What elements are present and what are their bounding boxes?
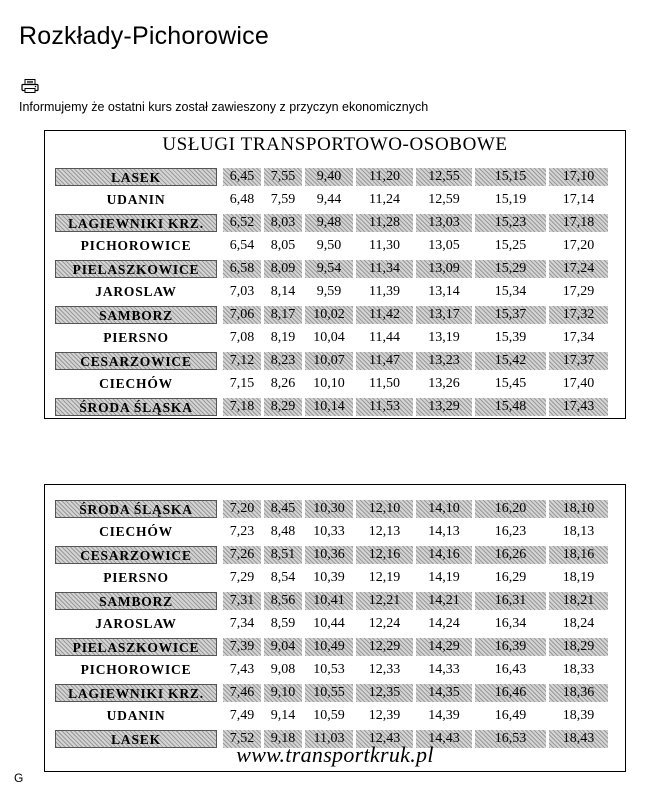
- departure-time: 11,28: [356, 214, 413, 232]
- departure-time: 10,59: [313, 707, 345, 723]
- departure-time: 17,32: [549, 306, 608, 324]
- departure-time: 7,29: [229, 569, 255, 585]
- table-row: [55, 165, 627, 188]
- departure-time: 16,46: [475, 684, 546, 702]
- departure-time: 15,25: [494, 237, 527, 253]
- departure-time: 11,42: [356, 306, 413, 324]
- departure-time: 9,48: [305, 214, 353, 232]
- departure-time: 10,30: [305, 500, 353, 518]
- stop-name: SAMBORZ: [55, 306, 217, 324]
- departure-time: 8,45: [264, 500, 302, 518]
- departure-time: 13,26: [428, 375, 460, 391]
- table-row: [55, 395, 627, 418]
- table-row: [55, 658, 627, 681]
- departure-time: 7,59: [270, 191, 296, 207]
- stop-name: ŚRODA ŚLĄSKA: [55, 398, 217, 416]
- departure-time: 8,54: [270, 569, 296, 585]
- departure-time: 15,42: [475, 352, 546, 370]
- departure-time: 11,03: [305, 730, 353, 748]
- stop-name: SAMBORZ: [55, 592, 217, 610]
- table-row: [55, 635, 627, 658]
- departure-time: 16,20: [475, 500, 546, 518]
- departure-time: 10,10: [313, 375, 345, 391]
- table-row: [55, 704, 627, 727]
- departure-time: 17,18: [549, 214, 608, 232]
- departure-time: 7,39: [223, 638, 261, 656]
- departure-time: 14,24: [428, 615, 460, 631]
- table-row: [55, 612, 627, 635]
- table-row: [55, 566, 627, 589]
- departure-time: 11,20: [356, 168, 413, 186]
- stop-name: CIECHÓW: [99, 375, 173, 391]
- departure-time: 7,46: [223, 684, 261, 702]
- departure-time: 7,43: [229, 661, 255, 677]
- departure-time: 17,34: [562, 329, 595, 345]
- departure-time: 17,24: [549, 260, 608, 278]
- departure-time: 10,14: [305, 398, 353, 416]
- departure-time: 17,40: [562, 375, 595, 391]
- departure-time: 18,24: [562, 615, 595, 631]
- departure-time: 14,19: [428, 569, 460, 585]
- departure-time: 8,09: [264, 260, 302, 278]
- departure-time: 9,14: [270, 707, 296, 723]
- departure-time: 9,50: [316, 237, 342, 253]
- departure-time: 8,03: [264, 214, 302, 232]
- departure-time: 18,36: [549, 684, 608, 702]
- departure-time: 15,19: [494, 191, 527, 207]
- departure-time: 8,23: [264, 352, 302, 370]
- stop-name: JAROSLAW: [95, 615, 177, 631]
- departure-time: 7,49: [229, 707, 255, 723]
- table-row: [55, 372, 627, 395]
- departure-time: 7,52: [223, 730, 261, 748]
- departure-time: 16,53: [475, 730, 546, 748]
- departure-time: 9,59: [316, 283, 342, 299]
- stop-name: PICHOROWICE: [80, 661, 192, 677]
- departure-time: 16,34: [494, 615, 527, 631]
- departure-time: 12,24: [368, 615, 401, 631]
- departure-time: 7,12: [223, 352, 261, 370]
- stop-name: CIECHÓW: [99, 523, 173, 539]
- table-row: [55, 681, 627, 704]
- table-row: [55, 326, 627, 349]
- departure-time: 13,17: [416, 306, 472, 324]
- departure-time: 6,52: [223, 214, 261, 232]
- departure-time: 18,21: [549, 592, 608, 610]
- departure-time: 18,16: [549, 546, 608, 564]
- departure-time: 15,48: [475, 398, 546, 416]
- departure-time: 12,29: [356, 638, 413, 656]
- departure-time: 17,29: [562, 283, 595, 299]
- departure-time: 14,29: [416, 638, 472, 656]
- departure-time: 11,50: [369, 375, 400, 391]
- timetable-return: [44, 484, 626, 772]
- page-title: Rozkłady-Pichorowice: [19, 22, 269, 50]
- departure-time: 8,26: [270, 375, 296, 391]
- stop-name: LAGIEWNIKI KRZ.: [55, 684, 217, 702]
- departure-time: 17,43: [549, 398, 608, 416]
- departure-time: 16,23: [494, 523, 527, 539]
- departure-time: 14,39: [428, 707, 460, 723]
- departure-time: 8,19: [270, 329, 296, 345]
- departure-time: 10,44: [313, 615, 345, 631]
- departure-time: 7,06: [223, 306, 261, 324]
- timetable-rows: [55, 165, 627, 418]
- departure-time: 7,23: [229, 523, 255, 539]
- departure-time: 12,10: [356, 500, 413, 518]
- stop-name: CESARZOWICE: [55, 546, 217, 564]
- departure-time: 12,55: [416, 168, 472, 186]
- departure-time: 12,16: [356, 546, 413, 564]
- departure-time: 11,47: [356, 352, 413, 370]
- departure-time: 7,26: [223, 546, 261, 564]
- departure-time: 15,29: [475, 260, 546, 278]
- departure-time: 14,16: [416, 546, 472, 564]
- departure-time: 7,03: [229, 283, 255, 299]
- departure-time: 10,33: [313, 523, 345, 539]
- departure-time: 7,31: [223, 592, 261, 610]
- departure-time: 9,44: [316, 191, 342, 207]
- table-row: [55, 543, 627, 566]
- stop-name: CESARZOWICE: [55, 352, 217, 370]
- departure-time: 13,19: [428, 329, 460, 345]
- stop-name: LASEK: [55, 730, 217, 748]
- departure-time: 14,13: [428, 523, 460, 539]
- departure-time: 16,43: [494, 661, 527, 677]
- departure-time: 8,59: [270, 615, 296, 631]
- departure-time: 16,29: [494, 569, 527, 585]
- departure-time: 7,18: [223, 398, 261, 416]
- departure-time: 8,14: [270, 283, 296, 299]
- stop-name: PIELASZKOWICE: [55, 260, 217, 278]
- departure-time: 12,35: [356, 684, 413, 702]
- departure-time: 10,04: [313, 329, 345, 345]
- stop-name: JAROSLAW: [95, 283, 177, 299]
- departure-time: 7,08: [229, 329, 255, 345]
- departure-time: 13,05: [428, 237, 460, 253]
- departure-time: 12,21: [356, 592, 413, 610]
- timetable-rows: [55, 497, 627, 750]
- table-row: [55, 257, 627, 280]
- departure-time: 6,48: [229, 191, 255, 207]
- departure-time: 12,33: [368, 661, 401, 677]
- table-row: [55, 188, 627, 211]
- stop-name: LASEK: [55, 168, 217, 186]
- timetable-outbound: [44, 130, 626, 419]
- departure-time: 9,10: [264, 684, 302, 702]
- departure-time: 17,37: [549, 352, 608, 370]
- stop-name: PIERSNO: [103, 569, 169, 585]
- departure-time: 15,15: [475, 168, 546, 186]
- departure-time: 14,43: [416, 730, 472, 748]
- table-row: [55, 520, 627, 543]
- stop-name: PIELASZKOWICE: [55, 638, 217, 656]
- departure-time: 7,15: [229, 375, 255, 391]
- departure-time: 14,21: [416, 592, 472, 610]
- departure-time: 16,31: [475, 592, 546, 610]
- departure-time: 6,45: [223, 168, 261, 186]
- departure-time: 8,17: [264, 306, 302, 324]
- departure-time: 14,10: [416, 500, 472, 518]
- departure-time: 14,33: [428, 661, 460, 677]
- departure-time: 11,53: [356, 398, 413, 416]
- departure-time: 12,13: [368, 523, 401, 539]
- departure-time: 18,13: [562, 523, 595, 539]
- departure-time: 7,34: [229, 615, 255, 631]
- departure-time: 12,43: [356, 730, 413, 748]
- departure-time: 13,09: [416, 260, 472, 278]
- departure-time: 11,39: [369, 283, 400, 299]
- departure-time: 9,40: [305, 168, 353, 186]
- departure-time: 12,19: [368, 569, 401, 585]
- table-row: [55, 234, 627, 257]
- departure-time: 12,59: [428, 191, 460, 207]
- departure-time: 11,34: [356, 260, 413, 278]
- stop-name: UDANIN: [106, 707, 166, 723]
- departure-time: 10,41: [305, 592, 353, 610]
- stop-name: PIERSNO: [103, 329, 169, 345]
- departure-time: 16,49: [494, 707, 527, 723]
- departure-time: 9,08: [270, 661, 296, 677]
- table-row: [55, 497, 627, 520]
- departure-time: 10,02: [305, 306, 353, 324]
- departure-time: 17,20: [562, 237, 595, 253]
- departure-time: 10,07: [305, 352, 353, 370]
- departure-time: 8,29: [264, 398, 302, 416]
- table-row: [55, 280, 627, 303]
- departure-time: 18,29: [549, 638, 608, 656]
- departure-time: 10,53: [313, 661, 345, 677]
- departure-time: 9,04: [264, 638, 302, 656]
- departure-time: 8,51: [264, 546, 302, 564]
- departure-time: 17,10: [549, 168, 608, 186]
- departure-time: 7,55: [264, 168, 302, 186]
- departure-time: 16,26: [475, 546, 546, 564]
- departure-time: 18,39: [562, 707, 595, 723]
- departure-time: 8,05: [270, 237, 296, 253]
- departure-time: 11,30: [369, 237, 400, 253]
- departure-time: 6,58: [223, 260, 261, 278]
- departure-time: 9,18: [264, 730, 302, 748]
- departure-time: 18,19: [562, 569, 595, 585]
- footer-letter: G: [14, 771, 24, 785]
- stop-name: PICHOROWICE: [80, 237, 192, 253]
- table-row: [55, 589, 627, 612]
- departure-time: 18,33: [562, 661, 595, 677]
- departure-time: 10,36: [305, 546, 353, 564]
- table-row: [55, 303, 627, 326]
- table-row: [55, 349, 627, 372]
- departure-time: 15,39: [494, 329, 527, 345]
- departure-time: 15,37: [475, 306, 546, 324]
- stop-name: UDANIN: [106, 191, 166, 207]
- departure-time: 17,14: [562, 191, 595, 207]
- stop-name: ŚRODA ŚLĄSKA: [55, 500, 217, 518]
- departure-time: 16,39: [475, 638, 546, 656]
- departure-time: 8,48: [270, 523, 296, 539]
- departure-time: 9,54: [305, 260, 353, 278]
- printer-icon[interactable]: [21, 79, 39, 93]
- timetable-heading: USŁUGI TRANSPORTOWO-OSOBOWE: [162, 134, 508, 155]
- departure-time: 18,43: [549, 730, 608, 748]
- departure-time: 8,56: [264, 592, 302, 610]
- departure-time: 15,45: [494, 375, 527, 391]
- departure-time: 13,14: [428, 283, 460, 299]
- departure-time: 10,49: [305, 638, 353, 656]
- departure-time: 10,39: [313, 569, 345, 585]
- departure-time: 7,20: [223, 500, 261, 518]
- departure-time: 13,29: [416, 398, 472, 416]
- departure-time: 15,34: [494, 283, 527, 299]
- table-row: [55, 211, 627, 234]
- departure-time: 18,10: [549, 500, 608, 518]
- departure-time: 13,23: [416, 352, 472, 370]
- departure-time: 6,54: [229, 237, 255, 253]
- departure-time: 14,35: [416, 684, 472, 702]
- departure-time: 15,23: [475, 214, 546, 232]
- stop-name: LAGIEWNIKI KRZ.: [55, 214, 217, 232]
- departure-time: 12,39: [368, 707, 401, 723]
- departure-time: 13,03: [416, 214, 472, 232]
- notice-text: Informujemy że ostatni kurs został zawieszony z przyczyn ekonomicznych: [19, 100, 429, 114]
- departure-time: 11,24: [369, 191, 400, 207]
- departure-time: 11,44: [369, 329, 400, 345]
- departure-time: 10,55: [305, 684, 353, 702]
- website-text: www.transportkruk.pl: [236, 742, 434, 767]
